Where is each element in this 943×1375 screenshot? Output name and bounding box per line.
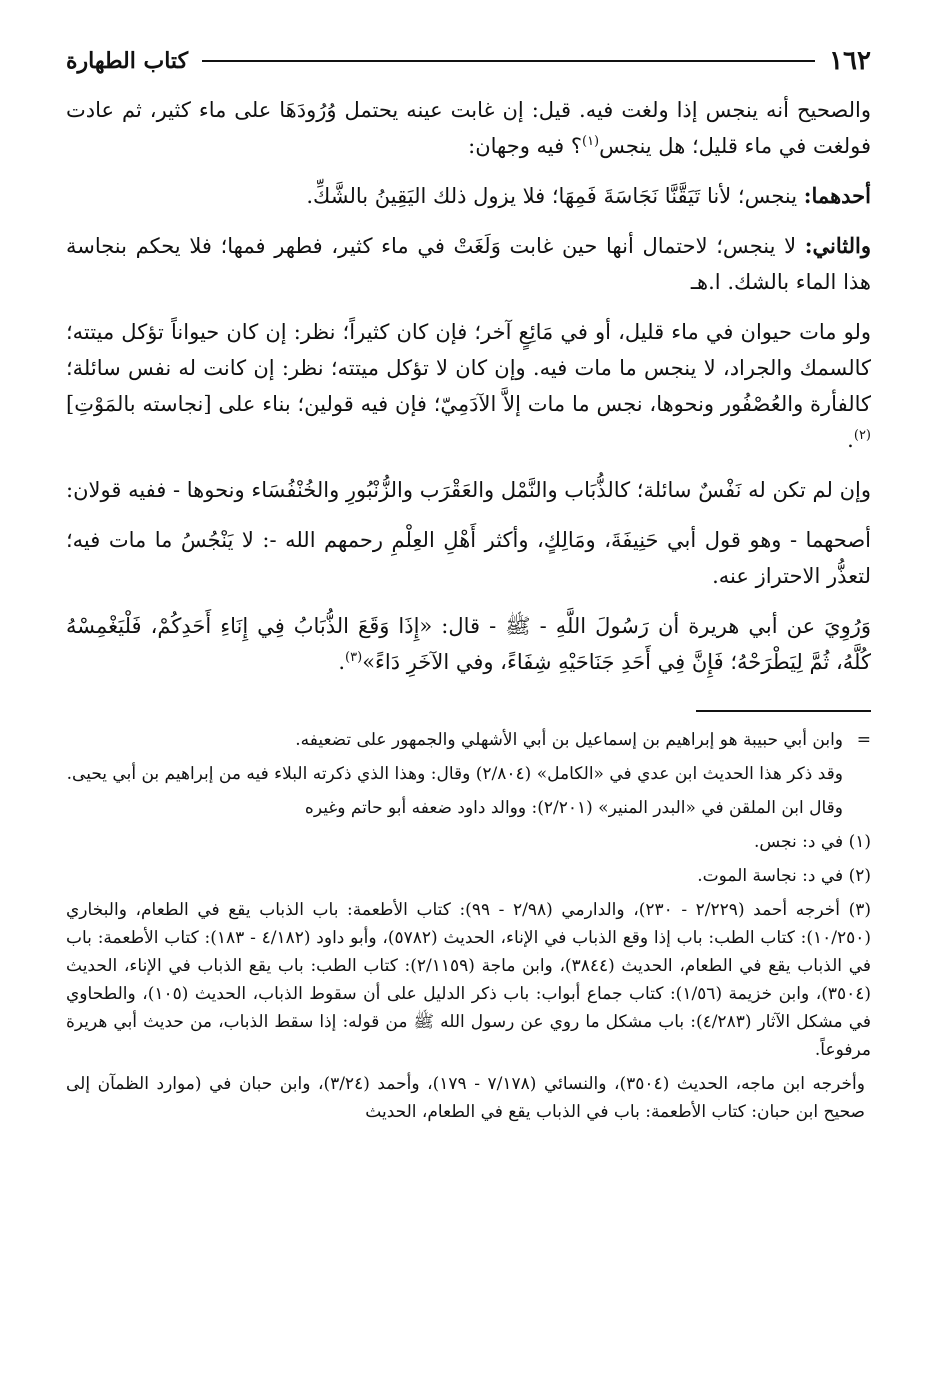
book-title: كتاب الطهارة xyxy=(66,48,189,74)
footnote-ref-1: (١) xyxy=(581,134,600,149)
footnote-ref-2: (٢) xyxy=(853,428,871,443)
footnote-3: (٣) أخرجه أحمد (٢/٢٢٩ - ٢٣٠)، والدارمي (٢/٩٨ - ٩٩): كتاب الأطعمة: باب الذباب يقع في الطعام، والبخاري (١٠/٢٥٠): كتاب الطب: باب إذا وقع الذباب في الإناء، الحديث (٥٧٨٢)، وأبو داود (٤/١٨٢ - ١٨٣): كتاب الأطعمة: باب في الذباب يقع في الطعام، الحديث (٣٨٤٤)، وابن ماجة (٢/١١٥٩): كتاب الطب: باب يقع الذباب في الإناء، الحديث (٣٥٠٤)، وابن خزيمة (١/٥٦): كتاب جماع أبواب: باب ذكر الدليل على أن سقوط الذباب، الحديث (١٠٥)، والطحاوي في مشكل الآثار (٤/٢٨٣): باب مشكل ما روي عن رسول الله ﷺ من قوله: إذا سقط الذباب، من حديث أبي هريرة مرفوعاً. xyxy=(66,900,872,1060)
paragraph-2: أحدهما: ينجس؛ لأنا تَيَقَّنَّا نَجَاسَةَ فَمِهَا؛ فلا يزول ذلك اليَقِينُ بالشَّكِّ. xyxy=(306,183,871,208)
paragraph-1: والصحيح أنه ينجس إذا ولغت فيه. قيل: إن غابت عينه يحتمل وُرُودَهَا على ماء كثير، ثم عادت فولغت في ماء قليل؛ هل ينجس$^{(١)}$؟ فيه وجهان: xyxy=(66,98,871,158)
footnote-continuation: وقال ابن الملقن في «البدر المنير» (٢/٢٠١): ووالد داود ضعفه أبو حاتم وغيره xyxy=(304,798,843,818)
paragraph-lead: والثاني: xyxy=(804,233,871,258)
page-header xyxy=(66,40,871,82)
continuation-mark: = xyxy=(856,730,871,750)
footnote-continuation: = وابن أبي حبيبة هو إبراهيم بن إسماعيل بن أبي الأشهلي والجمهور على تضعيفه. xyxy=(66,726,871,754)
footnote-separator xyxy=(696,710,871,712)
paragraph-5: وإن لم تكن له نَفْسٌ سائلة؛ كالذُّبَاب والنَّمْل والعَقْرَب والزُّنْبُورِ والخُنْفُسَاء ونحوها - ففيه قولان: xyxy=(66,478,871,502)
footnote-3-continued: وأخرجه ابن ماجه، الحديث (٣٥٠٤)، والنسائي (٧/١٧٨ - ١٧٩)، وأحمد (٣/٢٤)، وابن حبان في (موارد الظمآن إلى صحيح ابن حبان: كتاب الأطعمة: باب في الذباب يقع في الطعام، الحديث xyxy=(66,1074,865,1122)
page-number: ١٦٢ xyxy=(829,46,871,76)
main-text xyxy=(66,92,871,680)
paragraph-lead: أحدهما: xyxy=(803,183,871,208)
footnote-continuation: وقد ذكر هذا الحديث ابن عدي في «الكامل» (٢/٨٠٤) وقال: وهذا الذي ذكرته البلاء فيه من إبراهيم بن أبي يحيى. xyxy=(66,764,843,784)
paragraph-3: والثاني: لا ينجس؛ لاحتمال أنها حين غابت وَلَغَتْ في ماء كثير، فطهر فمها؛ فلا يحكم بنجاسة هذا الماء بالشك. ا.هـ xyxy=(66,233,871,294)
footnotes xyxy=(66,726,871,1126)
footnote-1: (١) في د: نجس. xyxy=(753,832,871,852)
paragraph-7: وَرُوِيَ عن أبي هريرة أن رَسُولَ اللَّهِ - ﷺ - قال: «إِذَا وَقَعَ الذُّبَابُ فِي إِنَاءِ أَحَدِكُمْ، فَلْيَغْمِسْهُ كُلَّهُ، ثُمَّ لِيَطْرَحْهُ؛ فَإِنَّ فِي أَحَدِ جَنَاحَيْهِ شِفَاءً، وفي الآخَرِ دَاءً»$^{(٣)}$. xyxy=(66,614,871,674)
paragraph-4: ولو مات حيوان في ماء قليل، أو في مَائِعٍ آخر؛ فإن كان كثيراً؛ نظر: إن كان حيواناً تؤكل ميتته؛ كالسمك والجراد، لا ينجس ما مات فيه. وإن كان لا تؤكل ميتته؛ نظر: إن كانت له نفس سائلة؛ كالفأرة والعُصْفُور ونحوها، نجس ما مات إلاَّ الآدَمِيّ؛ فإن فيه قولين؛ بناء على [نجاسته بالمَوْتِ]$^{(٢)}$. xyxy=(66,320,871,452)
footnote-2: (٢) في د: نجاسة الموت. xyxy=(697,866,871,886)
footnote-ref-3: (٣) xyxy=(345,650,363,665)
paragraph-6: أصحهما - وهو قول أبي حَنِيفَةَ، ومَالِكٍ، وأكثر أَهْلِ العِلْمِ رحمهم الله -: لا يَنْجُسُ ما مات فيه؛ لتعذُّر الاحتراز عنه. xyxy=(66,528,871,588)
header-rule xyxy=(202,60,815,62)
